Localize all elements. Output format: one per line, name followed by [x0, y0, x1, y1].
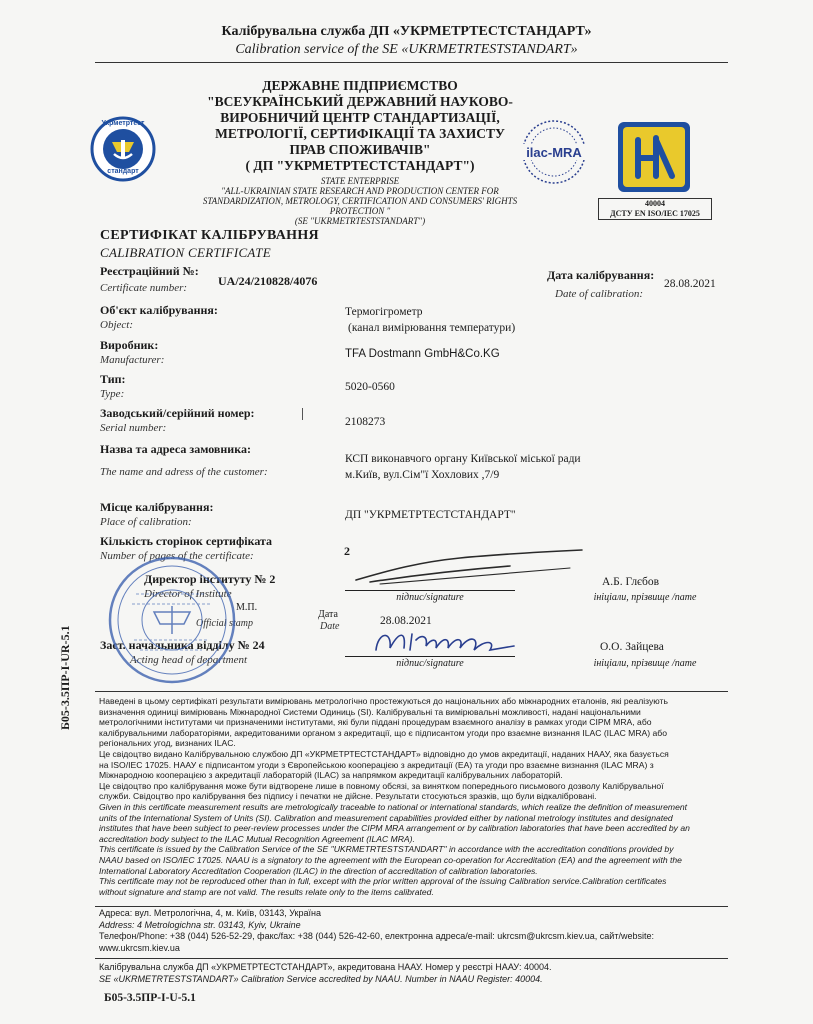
org-en-line: "ALL-UKRAINIAN STATE RESEARCH AND PRODUCTION CENTER FOR — [221, 186, 499, 196]
org-line: ПРАВ СПОЖИВАЧІВ" — [289, 142, 431, 157]
calibration-date-label: Дата калібрування: — [547, 268, 655, 282]
official-stamp-label: Official stamp — [196, 618, 253, 629]
pages-label-en: Number of pages of the certificate: — [100, 550, 254, 562]
ilac-text: ilac-MRA — [526, 145, 582, 160]
type-label-en: Type: — [100, 388, 125, 400]
note-line: метрологічними інститутами чи призначеними інститутами, які були піддані процедурам взаємного аналізу в рамках угоди CIPM MRA, або — [99, 717, 652, 728]
object-value: Термогігрометр — [345, 306, 423, 318]
logo-top-text: Укрметртест — [101, 120, 145, 127]
serial-marker — [302, 408, 303, 420]
calibration-date-label-en: Date of calibration: — [555, 288, 643, 300]
header-title-ua: Калібрувальна служба ДП «УКРМЕТРТЕСТСТАНДАРТ» — [221, 24, 592, 39]
address-line-en: Address: 4 Metrologichna str. 03143, Kyiv, Ukraine — [99, 919, 301, 930]
header-title-en: Calibration service of the SE «UKRMETRTESTSTANDART» — [235, 42, 578, 57]
org-line: МЕТРОЛОГІЇ, СЕРТИФІКАЦІЇ ТА ЗАХИСТУ — [215, 126, 505, 141]
note-line: Це свідоцтво видано Калібрувальною службою ДП «УКРМЕТРТЕСТСТАНДАРТ» відповідно до умов акредитації, наданих НААУ, яка базується — [99, 748, 669, 759]
address-line: Адреса: вул. Метрологічна, 4, м. Київ, 03143, Україна — [99, 908, 321, 918]
pages-label: Кількість сторінок сертифіката — [100, 534, 273, 548]
type-label: Тип: — [100, 372, 126, 386]
manufacturer-label-en: Manufacturer: — [100, 354, 165, 366]
serial-label: Заводський/серійний номер: — [100, 406, 255, 420]
object-label: Об'єкт калібрування: — [100, 303, 218, 317]
manufacturer-label: Виробник: — [100, 338, 159, 352]
certificate-title-en: CALIBRATION CERTIFICATE — [100, 245, 271, 260]
note-line: Це свідоцтво про калібрування може бути відтворене лише в повному обсязі, за винятком попереднього письмового дозволу Калібрувальної — [99, 780, 664, 791]
note-line: служби. Свідоцтво про калібрування без підпису і печатки не дійсне. Результати стосуються зразків, що були відкалібровані. — [99, 791, 597, 802]
website-link[interactable]: www.ukrcsm.kiev.ua — [99, 942, 180, 953]
sign-date-value: 28.08.2021 — [380, 615, 432, 627]
object-value-channel: (канал вимірювання температури) — [348, 322, 516, 334]
organization-name — [200, 78, 520, 174]
note-line: калібрувальними лабораторіями, акредитованими органом з акредитації, що є підписантом угоди про взаємне визнання ILAC (ILAC MRA) або — [99, 727, 668, 738]
manufacturer-value: TFA Dostmann GmbH&Co.KG — [345, 348, 500, 360]
notes-box — [95, 691, 728, 907]
deputy-signature-caption: підпис/signature — [396, 658, 464, 669]
note-line: Наведені в цьому сертифікаті результати вимірювань метрологічно простежуються до національних або міжнародних еталонів, які реалізують — [99, 696, 668, 706]
place-label: Місце калібрування: — [100, 500, 214, 514]
customer-label-en: The name and adress of the customer: — [100, 466, 268, 478]
director-signature-caption: підпис/signature — [396, 592, 464, 603]
place-value: ДП "УКРМЕТРТЕСТСТАНДАРТ" — [345, 509, 516, 521]
note-line: Міжнародною кооперацією з акредитації лабораторій (ILAC) за напрямком акредитації калібрувальних лабораторій. — [99, 770, 563, 781]
note-en-line: without signature and stamp are not valid. The results relate only to the items calibrated. — [99, 886, 434, 897]
note-en-line: NAAU based on ISO/IEC 17025. NAAU is a signatory to the agreement with the European co-operation for Accreditation (EA) and the agreement with the — [99, 854, 682, 865]
director-title: Директор інституту № 2 — [144, 572, 276, 586]
note-line: регіональних угод, визнаних ILAC. — [99, 738, 236, 749]
address-block — [99, 908, 729, 954]
accreditation-number: 40004 — [645, 199, 665, 208]
calibration-date-value: 28.08.2021 — [664, 278, 716, 290]
customer-value-name: КСП виконавчого органу Київської міської ради — [345, 453, 581, 465]
accreditation-box — [598, 198, 712, 220]
customer-label: Назва та адреса замовника: — [100, 442, 251, 456]
note-en-line: units of the International System of Units (SI). Calibration and measurement capabilities provided either by national metrology institutes and designated — [99, 812, 673, 823]
footer-block — [99, 962, 729, 985]
customer-value-address: м.Київ, вул.Сім"ї Хохлових ,7/9 — [345, 469, 500, 481]
deputy-name-caption: ініціали, прізвище /name — [593, 658, 697, 669]
notes-ua — [95, 692, 728, 802]
place-label-en: Place of calibration: — [100, 516, 192, 528]
certificate-title-ua: СЕРТИФІКАТ КАЛІБРУВАННЯ — [100, 228, 319, 243]
deputy-title: Заст. начальника відділу № 24 — [100, 638, 265, 652]
org-line: "ВСЕУКРАЇНСЬКИЙ ДЕРЖАВНИЙ НАУКОВО- — [207, 94, 513, 109]
type-value: 5020-0560 — [345, 381, 395, 393]
footer-line-ua: Калібрувальна служба ДП «УКРМЕТРТЕСТСТАНДАРТ», акредитована НААУ. Номер у реєстрі НААУ: 40004. — [99, 962, 552, 972]
org-en-line: STANDARDIZATION, METROLOGY, CERTIFICATION AND CONSUMERS' RIGHTS — [202, 196, 518, 206]
organization-name-en — [160, 176, 560, 226]
org-line: ДЕРЖАВНЕ ПІДПРИЄМСТВО — [262, 78, 458, 93]
logo-bottom-text: стандарт — [107, 168, 139, 175]
deputy-signature-line — [345, 656, 515, 657]
org-line: ( ДП "УКРМЕТРТЕСТСТАНДАРТ") — [245, 158, 475, 173]
stamp-mp: М.П. — [236, 602, 258, 613]
accreditation-standard: ДСТУ EN ISO/IEC 17025 — [610, 209, 700, 218]
director-name-caption: ініціали, прізвище /name — [593, 592, 697, 603]
org-en-line: (SE "UKRMETRTESTSTANDART") — [294, 216, 426, 226]
note-en-line: accreditation body subject to the ILAC Mutual Recognition Agreement (ILAC MRA). — [99, 833, 415, 844]
note-en-line: International Laboratory Accreditation Cooperation (ILAC) in the direction of accreditation of calibration laboratories. — [99, 865, 538, 876]
official-stamp — [106, 554, 238, 686]
reg-number-value: UA/24/210828/4076 — [218, 274, 318, 288]
naau-logo — [618, 122, 690, 192]
deputy-title-en: Acting head of department — [130, 654, 248, 666]
note-en-line: Given in this certificate measurement results are metrologically traceable to national or international standards, which realize the definition of measurement — [99, 801, 688, 812]
org-en-line: PROTECTION " — [329, 206, 391, 216]
note-en-line: This certificate is issued by the Calibration Service of the SE "UKRMETRTESTSTANDART" in accordance with the accreditation conditions provided by — [99, 844, 674, 855]
deputy-name: О.О. Зайцева — [600, 641, 664, 653]
org-line: ВИРОБНИЧИЙ ЦЕНТР СТАНДАРТИЗАЦІЇ, — [220, 110, 500, 125]
org-en-line: STATE ENTERPRISE — [320, 176, 400, 186]
form-code: Б05-3.5ПР-І-U-5.1 — [104, 992, 196, 1004]
header-divider — [95, 62, 728, 63]
director-signature-line — [345, 590, 515, 591]
director-signature — [350, 540, 590, 592]
contact-line: Телефон/Phone: +38 (044) 526-52-29, факс/fax: +38 (044) 526-42-60, електронна адреса/e-mail: ukrcsm@ukrcsm.kiev.ua, сайт/website: — [99, 931, 654, 941]
note-en-line: This certificate may not be reproduced other than in full, except with the prior written approval of the issuing Calibration service.Calibration certificates — [99, 876, 667, 887]
side-document-code: Б05-3.5ПР-І-UR-5.1 — [58, 625, 72, 730]
serial-value: 2108273 — [345, 416, 386, 428]
pages-value: 2 — [344, 544, 350, 558]
reg-number-label: Реєстраційний №: — [100, 264, 199, 278]
note-line: визначення одиниці вимірювань Міжнародної Системи Одиниць (SI). Калібрувальні та вимірювальні можливості, надані національними — [99, 706, 641, 717]
footer-line-en: SE «UKRMETRTESTSTANDART» Calibration Service accredited by NAAU. Number in NAAU Register: 40004. — [99, 973, 543, 984]
note-line: на ISO/IEC 17025. НААУ є підписантом угоди з Європейською кооперацією з акредитації (ЕА) та угоди про взаємне визнання (ILAC MRA) з — [99, 759, 654, 770]
sign-date-label-en: Date — [320, 621, 340, 632]
director-name: А.Б. Глєбов — [602, 576, 660, 588]
note-en-line: institutes that have been subject to peer-review processes under the CIPM MRA arrangement or by calibration laboratories that have been accredited by an — [99, 823, 690, 834]
deputy-signature — [370, 622, 520, 658]
footer-divider — [95, 958, 728, 959]
reg-number-label-en: Certificate number: — [100, 282, 188, 294]
object-label-en: Object: — [100, 319, 133, 331]
notes-en — [95, 802, 728, 897]
serial-label-en: Serial number: — [100, 422, 167, 434]
sign-date-label: Дата — [318, 609, 338, 620]
director-title-en: Director of Institute — [144, 588, 232, 600]
